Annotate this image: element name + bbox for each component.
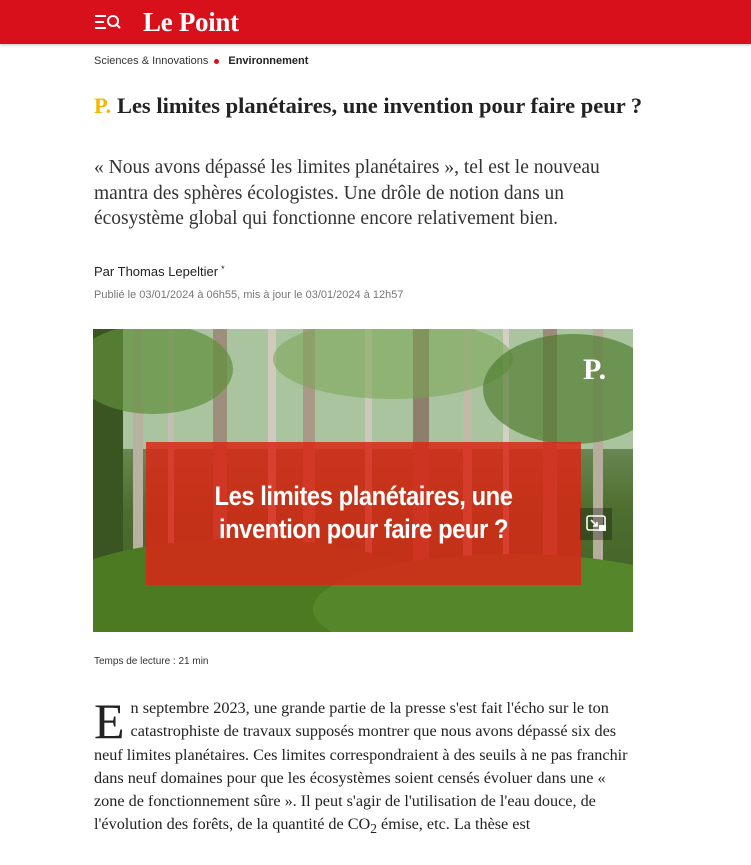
article-title [94,93,644,119]
video-logo: P. [583,353,607,386]
publication-date: Publié le 03/01/2024 à 06h55, mis à jour le 03/01/2024 à 12h57 [94,289,404,301]
breadcrumb-section-link[interactable]: Sciences & Innovations [94,55,209,67]
site-logo[interactable]: Le Point [143,7,239,37]
subscript: 2 [370,821,377,837]
author-line [94,264,225,279]
premium-badge-icon: P. [94,93,112,118]
breadcrumb [94,55,308,67]
article-lead: « Nous avons dépassé les limites planétaires », tel est le nouveau mantra des sphères écologistes. Une drôle de notion dans un écosystème global qui fonctionne encore relativement bien. [94,157,600,229]
picture-in-picture-icon[interactable] [580,508,612,540]
video-player[interactable] [93,329,633,632]
author-prefix: Par [94,264,115,279]
article-title-text: Les limites planétaires, une invention pour faire peur ? [116,93,643,118]
video-caption-line: Les limites planétaires, une [214,481,513,511]
author-link[interactable]: Thomas Lepeltier [117,264,219,279]
breadcrumb-separator [214,59,219,64]
body-text-part: émise, etc. La thèse est [377,815,531,834]
top-bar [0,0,751,44]
video-caption [172,480,555,546]
reading-time: Temps de lecture : 21 min [94,656,209,667]
body-text-part: n septembre 2023, une grande partie de la presse s'est fait l'écho sur le ton catastrophiste de travaux supposés montrer que nous avons dépassé six des neuf limites planétaires. Ces limites correspondraient à des seuils à ne pas franchir dans neuf domaines pour que les écosystèmes soient censés évoluer dans une « zone de fonctionnement sûre ». Il peut s'agir de l'utilisation de l'eau douce, de l'évolution des forêts, de la quantité de CO [94,699,628,834]
video-caption-line: invention pour faire peur ? [218,514,509,544]
author-mark: * [221,264,225,274]
breadcrumb-subsection-link[interactable]: Environnement [228,55,309,67]
article-body [94,693,634,841]
menu-search-icon[interactable] [95,11,121,33]
dropcap: E [94,693,125,749]
